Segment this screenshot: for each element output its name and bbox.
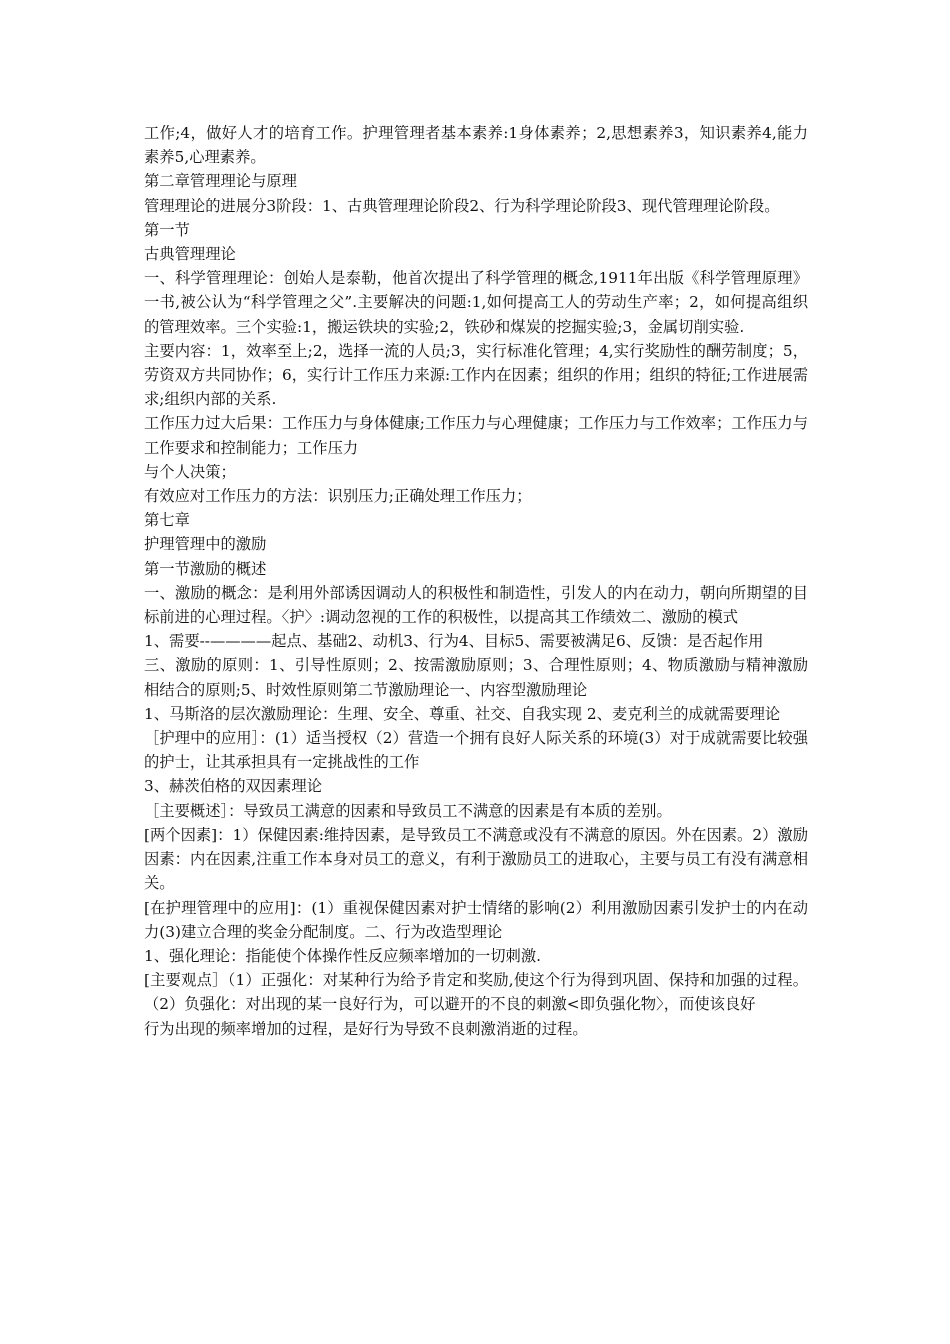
paragraph: 1、马斯洛的层次激励理论：生理、安全、尊重、社交、自我实现 2、麦克利兰的成就需要理论 [144,704,781,723]
paragraph: 1、需要--————起点、基础2、动机3、行为4、目标5、需要被满足6、反馈：是否起作用 [144,632,764,651]
paragraph: ［主要概述］：导致员工满意的因素和导致员工不满意的因素是有本质的差别。 [144,801,672,820]
paragraph: 3、赫茨伯格的双因素理论 [144,777,322,796]
chapter-heading: 第二章管理理论与原理 [144,172,297,191]
paragraph: 工作压力过大后果：工作压力与身体健康;工作压力与心理健康；工作压力与工作效率；工作压力与工作要求和控制能力；工作压力 [144,414,808,457]
section-heading: 第一节 [144,220,190,239]
paragraph: 1、强化理论：指能使个体操作性反应频率增加的一切刺激. [144,946,542,965]
paragraph: 一、科学管理理论：创始人是泰勒，他首次提出了科学管理的概念,1911年出版《科学管理原理》一书,被公认为“科学管理之父”.主要解决的问题:1,如何提高工人的劳动生产率；2，如何提高组织的管理效率。三个实验:1，搬运铁块的实验;2，铁砂和煤炭的挖掘实验;3，金属切削实验. [144,269,808,336]
chapter-heading: 第七章 [144,511,190,530]
paragraph: 管理理论的进展分3阶段：1、古典管理理论阶段2、行为科学理论阶段3、现代管理理论阶段。 [144,196,780,215]
chapter-title: 护理管理中的激励 [144,535,267,554]
paragraph: [在护理管理中的应用]：(1）重视保健因素对护士情绪的影响(2）利用激励因素引发护士的内在动力(3)建立合理的奖金分配制度。二、行为改造型理论 [144,898,808,941]
section-heading: 古典管理理论 [144,245,236,264]
paragraph: 三、激励的原则：1、引导性原则；2、按需激励原则；3、合理性原则；4、物质激励与精神激励相结合的原则;5、时效性原则第二节激励理论一、内容型激励理论 [144,656,808,699]
paragraph: 有效应对工作压力的方法：识别压力;正确处理工作压力； [144,487,532,506]
paragraph: [主要观点］（1）正强化：对某种行为给予肯定和奖励,使这个行为得到巩固、保持和加强的过程。（2）负强化：对出现的某一良好行为，可以避开的不良的刺激<即负强化物〉，而使该良好 [144,971,808,1014]
paragraph: 行为出现的频率增加的过程，是好行为导致不良刺激消逝的过程。 [144,1019,588,1038]
paragraph: 工作;4，做好人才的培育工作。护理管理者基本素养:1身体素养；2,思想素养3，知识素养4,能力素养5,心理素养。 [144,124,808,167]
paragraph: ［护理中的应用］：(1）适当授权（2）营造一个拥有良好人际关系的环境(3）对于成就需要比较强的护士，让其承担具有一定挑战性的工作 [144,729,808,772]
paragraph: [两个因素]：1）保健因素:维持因素，是导致员工不满意或没有不满意的原因。外在因素。2）激励因素：内在因素,注重工作本身对员工的意义，有利于激励员工的进取心，主要与员工有没有满意相关。 [144,825,808,893]
paragraph: 与个人决策； [144,462,236,481]
section-heading: 第一节激励的概述 [144,559,267,578]
paragraph: 主要内容：1，效率至上;2，选择一流的人员;3，实行标准化管理；4,实行奖励性的酬劳制度；5，劳资双方共同协作；6，实行计工作压力来源:工作内在因素；组织的作用；组织的特征;工作进展需求;组织内部的关系. [144,341,808,409]
paragraph: 一、激励的概念：是利用外部诱因调动人的积极性和制造性，引发人的内在动力，朝向所期望的目标前进的心理过程。〈护〉:调动忽视的工作的积极性，以提高其工作绩效二、激励的模式 [144,583,808,627]
document-page [144,121,808,1041]
